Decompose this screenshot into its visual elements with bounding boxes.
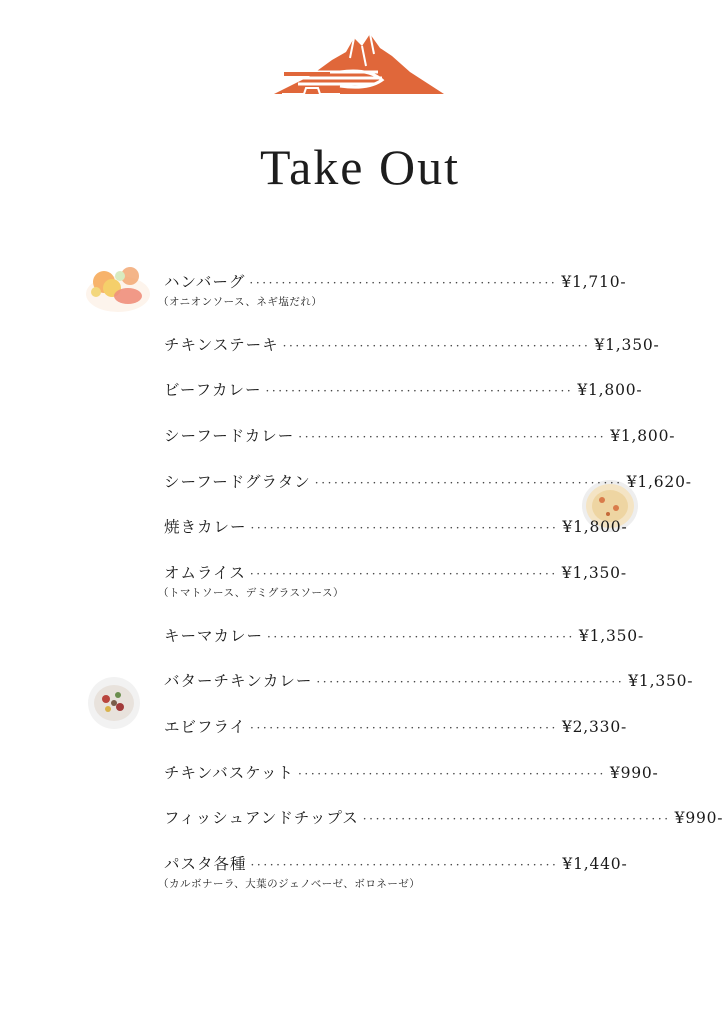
menu-item: [158, 270, 627, 309]
item-name: シーフードグラタン: [164, 473, 311, 491]
item-price: ¥1,350-: [594, 336, 660, 354]
item-price: ¥1,350-: [561, 564, 627, 582]
page-title: Take Out: [260, 139, 460, 195]
menu-item: [158, 852, 628, 891]
leader-dots: ················································: [250, 858, 559, 872]
item-price: ¥1,800-: [610, 427, 676, 445]
leader-dots: ················································: [250, 721, 558, 735]
menu-item: [158, 561, 627, 600]
item-name: キーマカレー: [164, 627, 264, 645]
mountain-logo-icon: [270, 32, 448, 98]
leader-dots: ················································: [249, 567, 558, 581]
item-name: パスタ各種: [164, 855, 247, 873]
leader-dots: ················································: [267, 630, 575, 644]
item-name: チキンバスケット: [164, 764, 294, 782]
leader-dots: ················································: [316, 675, 625, 689]
leader-dots: ················································: [298, 430, 607, 444]
item-name: 焼きカレー: [164, 518, 247, 536]
item-note: （オニオンソース、ネギ塩だれ）: [158, 296, 323, 308]
item-name: バターチキンカレー: [164, 672, 313, 690]
menu-item: [164, 806, 723, 827]
item-name: フィッシュアンドチップス: [164, 809, 359, 827]
item-note: （トマトソース、デミグラスソース）: [158, 587, 344, 599]
item-name: ハンバーグ: [164, 273, 246, 291]
item-note: （カルボナーラ、大葉のジェノベーゼ、ボロネーゼ）: [158, 878, 421, 890]
menu-item: [164, 333, 660, 354]
leader-dots: ················································: [282, 339, 591, 353]
item-price: ¥1,710-: [561, 273, 627, 291]
item-price: ¥2,330-: [561, 718, 628, 736]
item-price: ¥1,800-: [577, 381, 643, 399]
menu-item: [164, 715, 628, 736]
menu-item: [164, 669, 694, 690]
item-name: チキンステーキ: [164, 336, 279, 354]
menu-item: [164, 470, 692, 491]
menu-item: [164, 515, 628, 536]
salad-bowl-photo-icon: [86, 673, 142, 731]
item-name: ビーフカレー: [164, 381, 262, 399]
leader-dots: ················································: [265, 384, 574, 398]
leader-dots: ················································: [298, 767, 606, 781]
item-price: ¥1,620-: [626, 473, 692, 491]
leader-dots: ················································: [250, 521, 559, 535]
menu-item: [164, 378, 643, 399]
leader-dots: ················································: [249, 276, 558, 290]
item-price: ¥1,350-: [628, 672, 694, 690]
menu-item: [164, 424, 676, 445]
item-price: ¥1,800-: [562, 518, 628, 536]
leader-dots: ················································: [362, 812, 671, 826]
item-name: エビフライ: [164, 718, 247, 736]
item-price: ¥1,350-: [578, 627, 644, 645]
hamburg-plate-photo-icon: [82, 262, 152, 318]
menu-item: [164, 761, 659, 782]
item-price: ¥990-: [609, 764, 659, 782]
item-name: オムライス: [164, 564, 246, 582]
leader-dots: ················································: [314, 476, 623, 490]
menu-item: [164, 624, 644, 645]
item-price: ¥990-: [674, 809, 723, 827]
item-price: ¥1,440-: [562, 855, 628, 873]
item-name: シーフードカレー: [164, 427, 295, 445]
